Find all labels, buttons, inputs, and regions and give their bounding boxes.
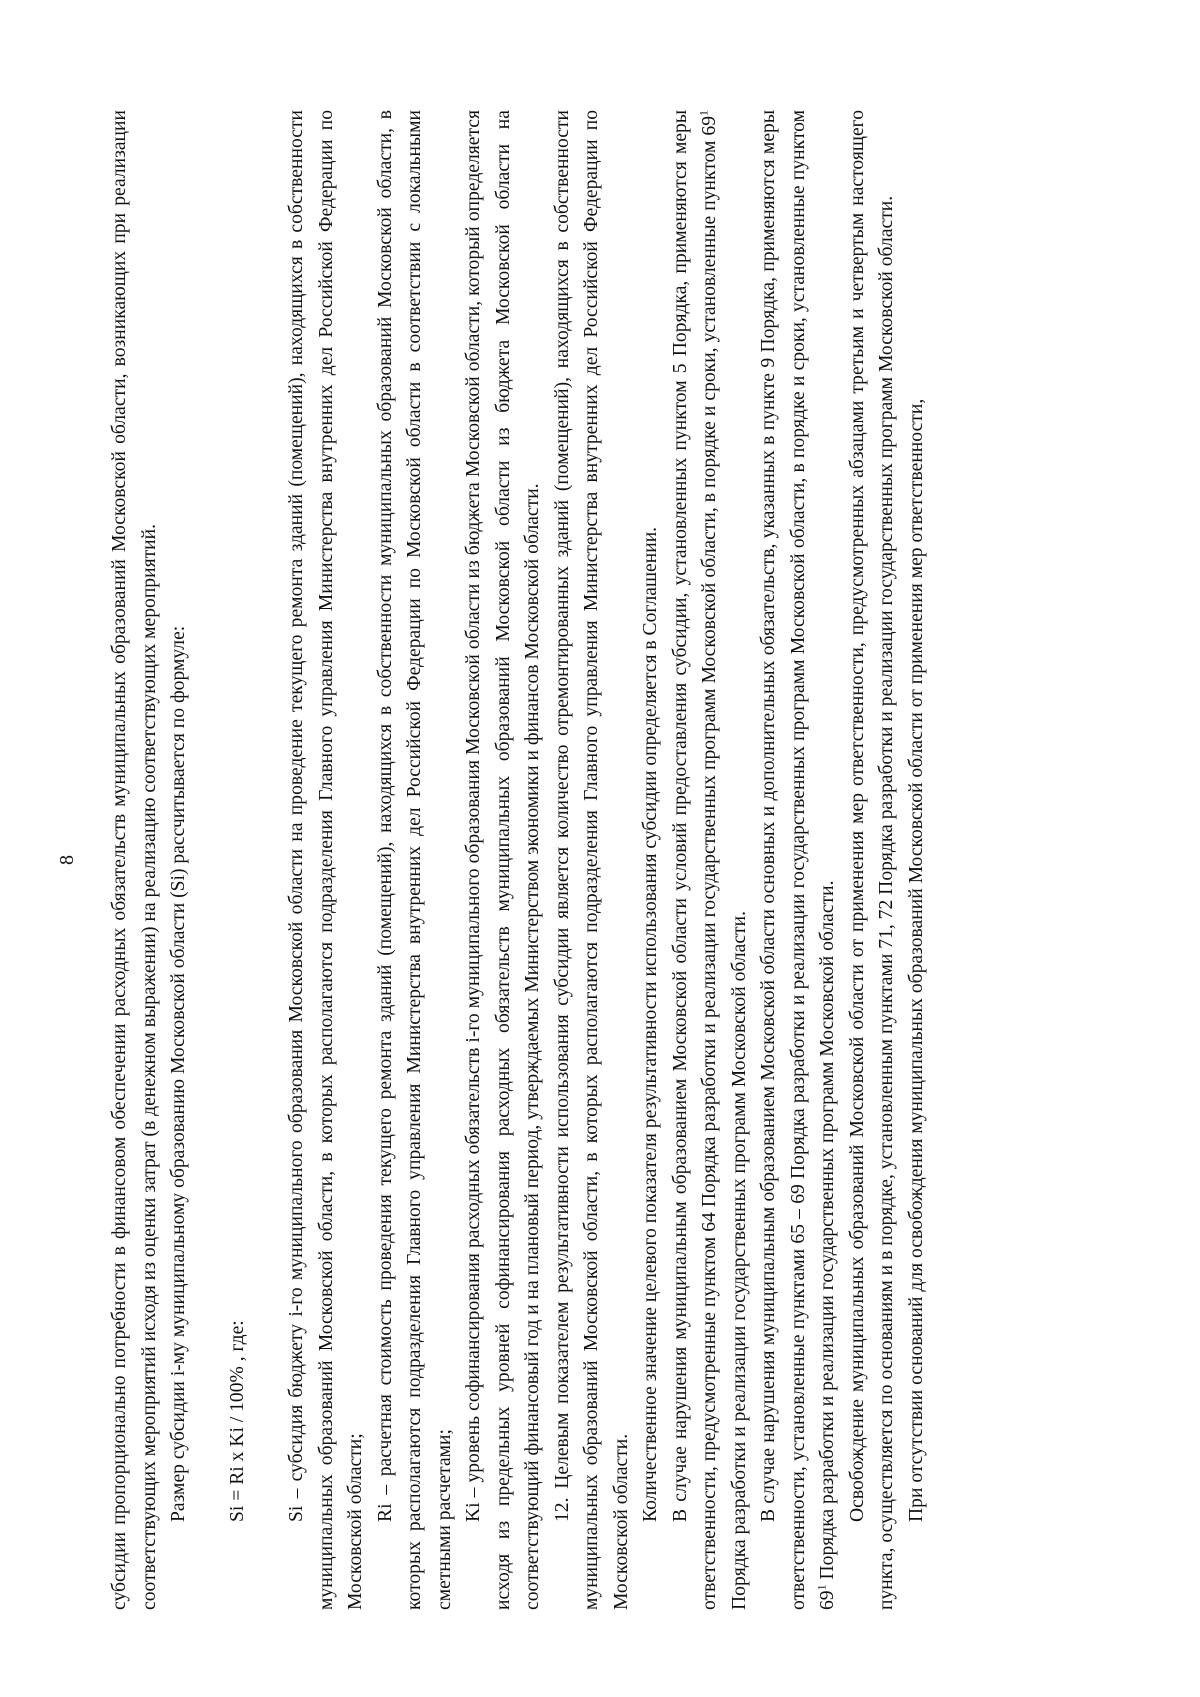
paragraph-12: 12. Целевым показателем результативности использования субсидии является количество отремонтированных зданий (помещений), находящихся в собственности муниципальных образований Московской области, в которых располагаются подразделения Главного управления Министерства внутренних дел Российской Федерации по Московской области. xyxy=(551,110,632,1610)
paragraph-p1: субсидии пропорционально потребности в финансовом обеспечении расходных обязательств муниципальных образований Московской области, возникающих при реализации соответствующих мероприятий исходя из оценки затрат (в денежном выражении) на реализацию соответствующих мероприятий. xyxy=(109,110,160,1610)
definition-ki: Ki – уровень софинансирования расходных обязательств i-го муниципального образования Московской области из бюджета Московской области, который определяется исходя из предельных уровней софинансирования расходных обязательств муниципальных образований Московской области из бюджета Московской области на соответствующий финансовый год и на плановый период, утверждаемых Министерством экономики и финансов Московской области. xyxy=(463,110,543,1610)
blank-line xyxy=(253,110,283,1610)
blank-line xyxy=(194,110,224,1610)
page-number: 8 xyxy=(56,855,78,865)
text-part: Порядка разработки и реализации государственных программ Московской области. xyxy=(728,911,750,1610)
paragraph-violation-5 xyxy=(666,110,755,1610)
superscript: 1 xyxy=(696,110,711,116)
formula-si: Si = Ri x Ki / 100% , где: xyxy=(227,1320,248,1522)
rotated-text-frame xyxy=(56,110,1085,1610)
paragraph-no-grounds: При отсутствии оснований для освобождения муниципальных образований Московской области от применения мер ответственности, xyxy=(905,398,927,1522)
text-part: В случае нарушения муниципальным образованием Московской области основных и дополнительных обязательств, указанных в пункте 9 Порядка, применяются меры ответственности, установленные пунктами 65 – 69 Порядка разработки и реализации государственных программ Московской области, в порядке и сроки, установленные пунктом 69 xyxy=(758,110,838,1610)
paragraph-target-value: Количественное значение целевого показателя результативности использования субсидии определяется в Соглашении. xyxy=(640,526,661,1522)
text-part: В случае нарушения муниципальным образованием Московской области условий предоставления субсидии, установленных пунктом 5 Порядка, применяются меры ответственности, предусмотренные пунктом 64 Порядка разработки и реализации государственных программ Московской области, в порядке и сроки, установленные пунктом 69 xyxy=(669,110,720,1610)
paragraph-violation-9 xyxy=(754,110,843,1610)
text-part: Порядка разработки и реализации государственных программ Московской области. xyxy=(817,880,838,1585)
paragraph-p2: Размер субсидии i-му муниципальному образованию Московской области (Si) рассчитывается по формуле: xyxy=(168,625,189,1522)
definition-ri: Ri – расчетная стоимость проведения текущего ремонта зданий (помещений), находящихся в собственности муниципальных образований Московской области, в которых располагаются подразделения Главного управления Министерства внутренних дел Российской Федерации по Московской области в соответствии с локальными сметными расчетами; xyxy=(374,110,455,1610)
definition-si: Si – субсидия бюджету i-го муниципального образования Московской области на проведение текущего ремонта зданий (помещений), находящихся в собственности муниципальных образований Московской области, в которых располагаются подразделения Главного управления Министерства внутренних дел Российской Федерации по Московской области; xyxy=(286,110,366,1610)
paragraph-exemption: Освобождение муниципальных образований Московской области от применения мер ответственности, предусмотренных абзацами третьим и четвертым настоящего пункта, осуществляется по основаниям и в порядке, установленным пунктами 71, 72 Порядка разработки и реализации государственных программ Московской области. xyxy=(846,110,897,1610)
superscript: 1 xyxy=(814,1584,829,1591)
